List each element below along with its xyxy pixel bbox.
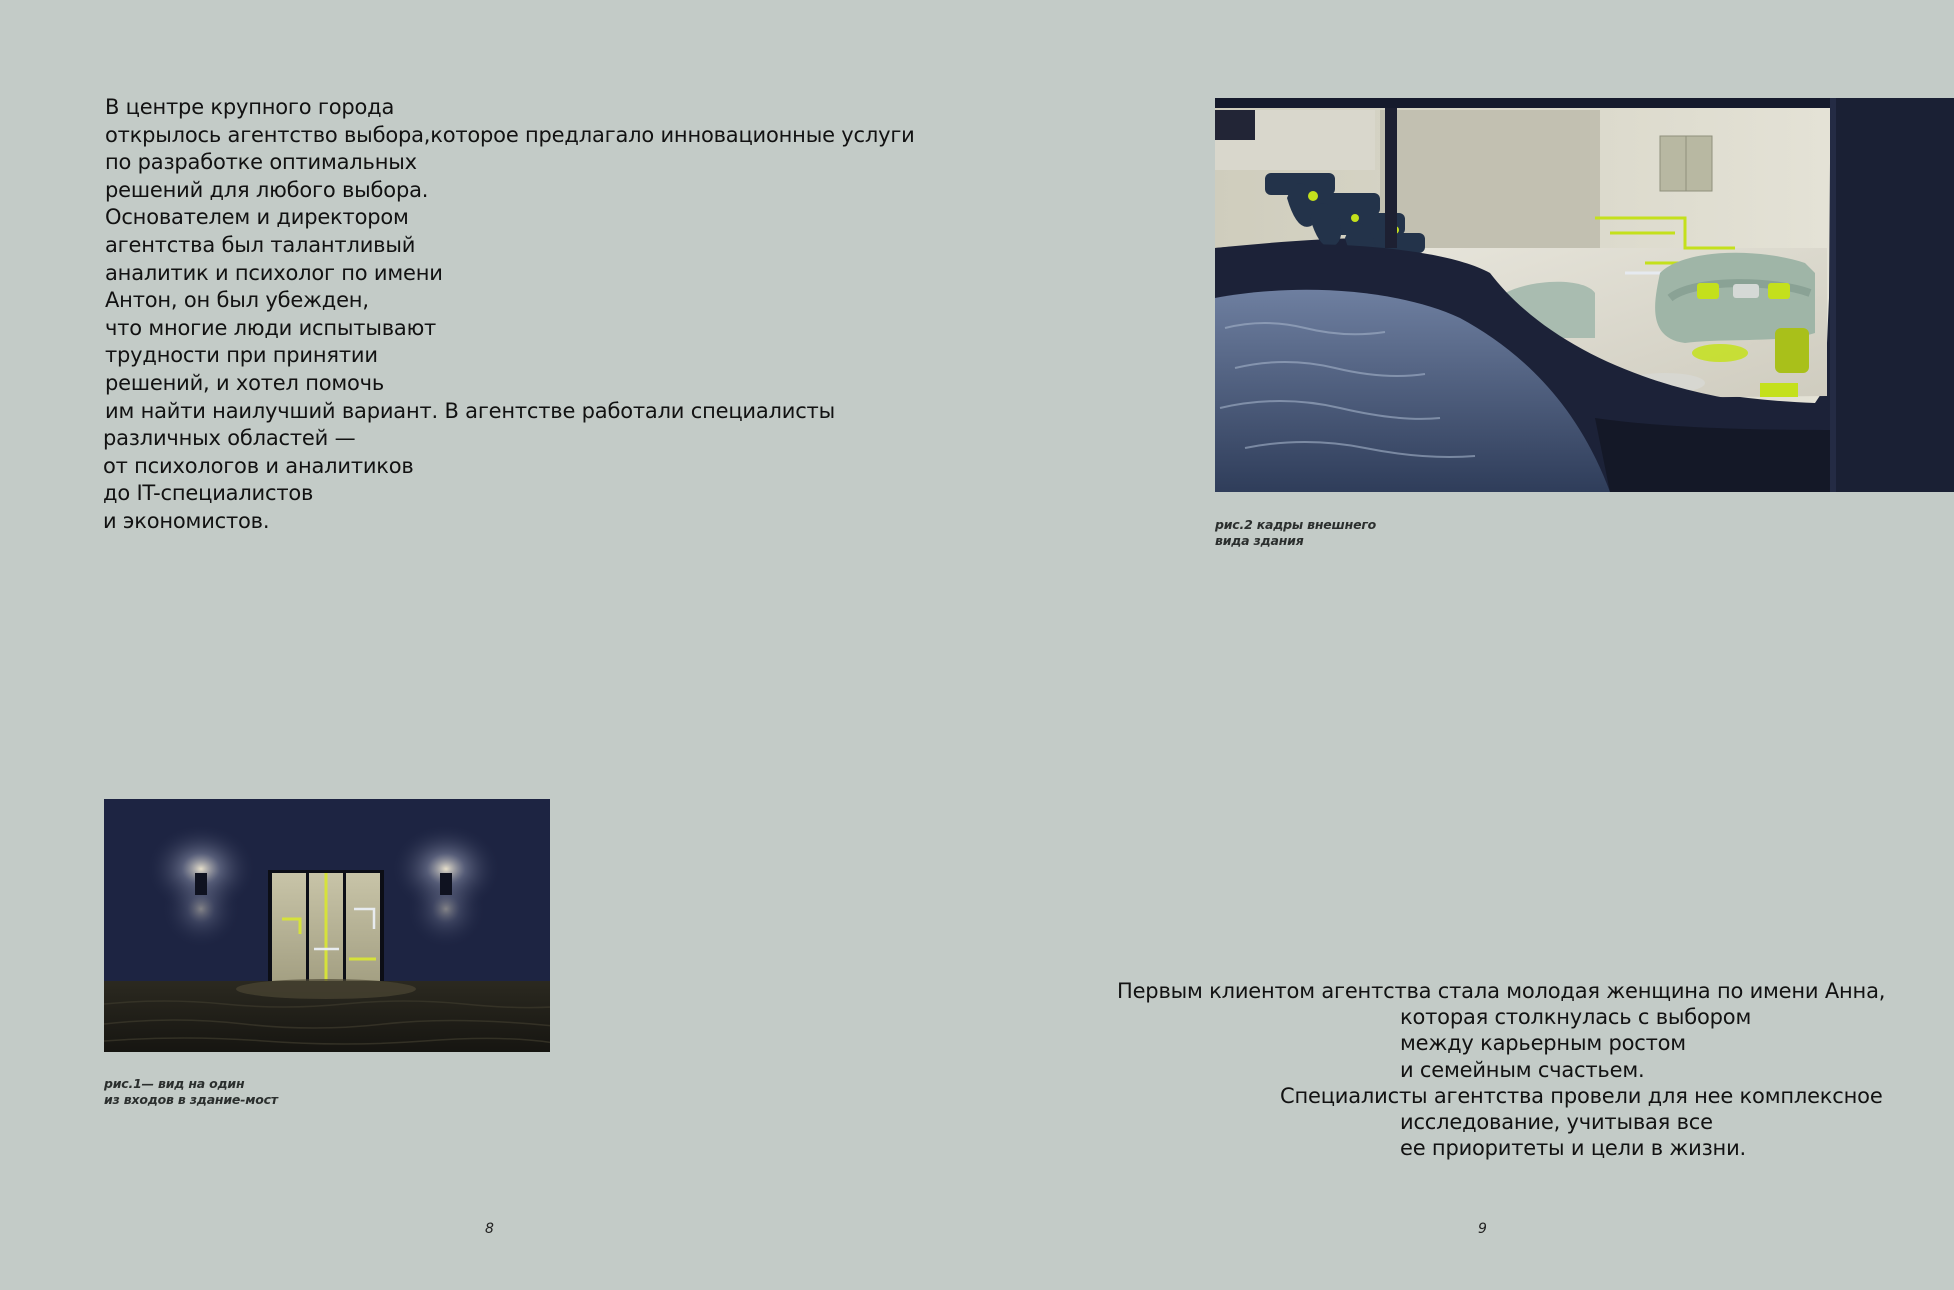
intro-line: трудности при принятии <box>105 343 378 368</box>
story-line: и семейным счастьем. <box>1400 1057 1645 1082</box>
figure-2-caption <box>1215 517 1376 549</box>
figure-2-photo <box>1215 98 1954 492</box>
intro-line: им найти наилучший вариант. В агентстве работали специалисты <box>105 398 835 423</box>
intro-line: по разработке оптимальных <box>105 150 417 175</box>
story-line: исследование, учитывая все <box>1400 1110 1713 1135</box>
caption-line: рис.1— вид на один <box>104 1076 245 1091</box>
intro-line: аналитик и психолог по имени <box>105 260 443 285</box>
caption-line: вида здания <box>1215 533 1304 548</box>
intro-line: и экономистов. <box>103 508 270 533</box>
intro-line: до IT-специалистов <box>103 481 314 506</box>
story-line: которая столкнулась с выбором <box>1400 1005 1752 1030</box>
story-paragraph <box>1000 978 1930 1161</box>
intro-line: различных областей — <box>103 426 356 451</box>
story-line: Специалисты агентства провели для нее комплексное <box>1280 1083 1883 1108</box>
intro-line: решений для любого выбора. <box>105 177 429 202</box>
story-line: ее приоритеты и цели в жизни. <box>1400 1136 1747 1161</box>
intro-line: от психологов и аналитиков <box>103 453 414 478</box>
intro-line: решений, и хотел помочь <box>105 370 385 395</box>
intro-line: открылось агентство выбора,которое предлагало инновационные услуги <box>105 122 915 147</box>
story-line: между карьерным ростом <box>1400 1031 1686 1056</box>
intro-line: В центре крупного города <box>105 95 395 119</box>
page-number-right: 9 <box>1478 1221 1487 1237</box>
intro-line: Антон, он был убежден, <box>105 288 369 313</box>
figure-1-photo <box>104 799 550 1052</box>
caption-line: из входов в здание-мост <box>104 1092 278 1107</box>
intro-line: что многие люди испытывают <box>105 315 437 340</box>
intro-line: агентства был талантливый <box>105 232 416 257</box>
story-line: Первым клиентом агентства стала молодая женщина по имени Анна, <box>1117 979 1886 1003</box>
figure-1-caption <box>104 1076 278 1108</box>
page-number-left: 8 <box>485 1221 494 1237</box>
intro-line: Основателем и директором <box>105 205 409 230</box>
intro-paragraph <box>103 94 915 536</box>
caption-line: рис.2 кадры внешнего <box>1215 517 1377 532</box>
